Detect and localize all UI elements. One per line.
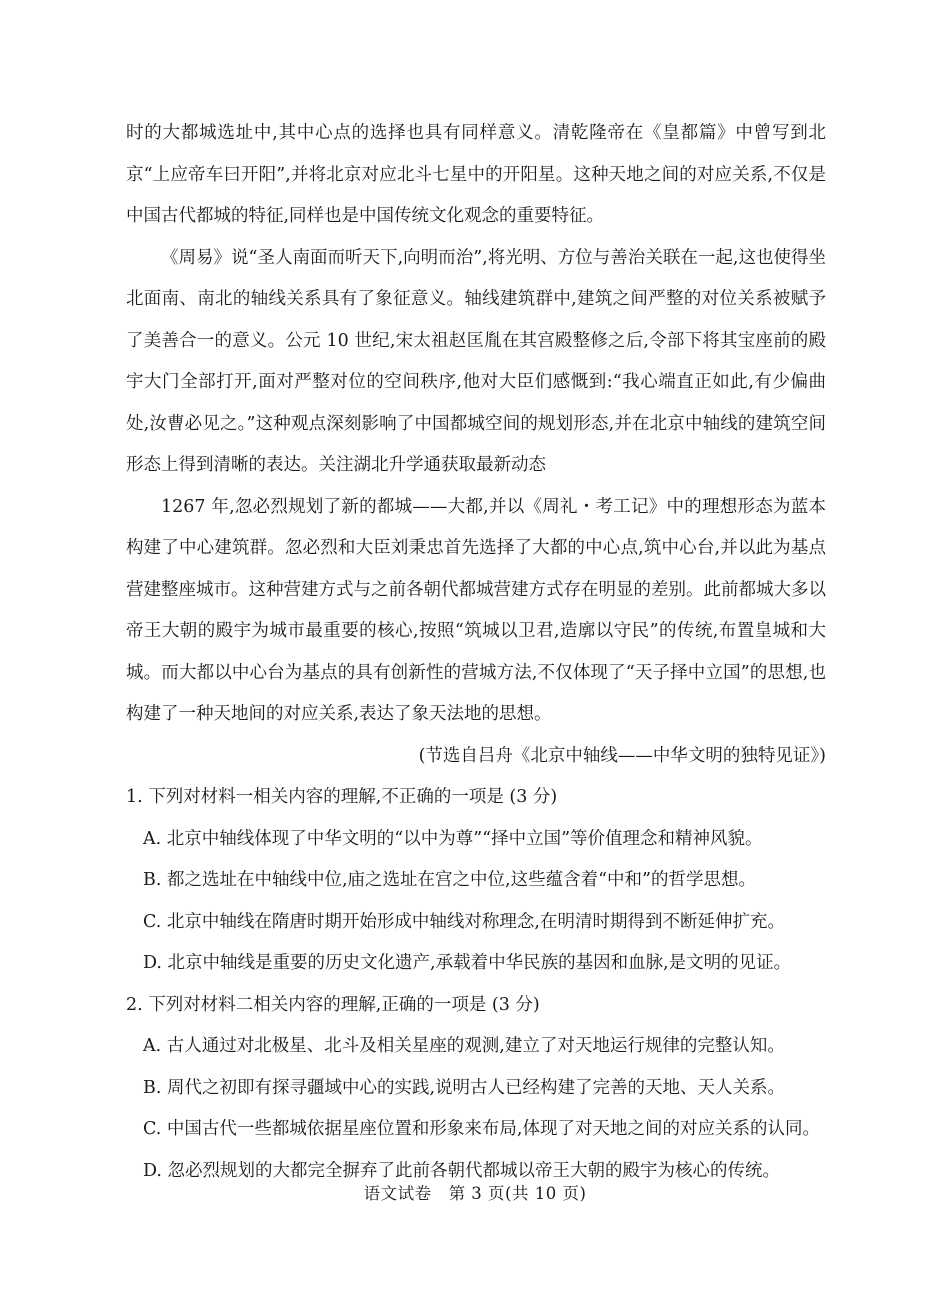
question-2 [126,985,826,1193]
passage-paragraph-2: 《周易》说“圣人南面而听天下,向明而治”,将光明、方位与善治关联在一起,这也使得坐北面南、南北的轴线关系具有了象征意义。轴线建筑群中,建筑之间严整的对位关系被赋予了美善合一的意义。公元 10 世纪,宋太祖赵匡胤在其宫殿整修之后,令部下将其宝座前的殿宇大门全部打开,面对严整对位的空间秩序,他对大臣们感慨到:“我心端直正如此,有少偏曲处,汝曹必见之。”这种观点深刻影响了中国都城空间的规划形态,并在北京中轴线的建筑空间形态上得到清晰的表达。关注湖北升学通获取最新动态 [126,247,826,475]
question-option: D. 忽必烈规划的大都完全摒弃了此前各朝代都城以帝王大朝的殿宇为核心的传统。 [143,1160,781,1181]
question-option: B. 周代之初即有探寻疆域中心的实践,说明古人已经构建了完善的天地、天人关系。 [143,1077,786,1098]
question-option: B. 都之选址在中轴线中位,庙之选址在宫之中位,这些蕴含着“中和”的哲学思想。 [143,870,757,890]
page-footer: 语文试卷 第 3 页(共 10 页) [363,1184,587,1203]
question-option: C. 中国古代一些都城依据星座位置和形象来布局,体现了对天地之间的对应关系的认同。 [143,1119,820,1139]
question-option: C. 北京中轴线在隋唐时期开始形成中轴线对称理念,在明清时期得到不断延伸扩充。 [143,911,785,932]
question-option: D. 北京中轴线是重要的历史文化遗产,承载着中华民族的基因和血脉,是文明的见证。 [143,953,792,973]
passage-paragraph-3: 1267 年,忽必烈规划了新的都城——大都,并以《周礼・考工记》中的理想形态为蓝本构建了中心建筑群。忽必烈和大臣刘秉忠首先选择了大都的中心点,筑中心台,并以此为基点营建整座城市。这种营建方式与之前各朝代都城营建方式存在明显的差别。此前都城大多以帝王大朝的殿宇为城市最重要的核心,按照“筑城以卫君,造廓以守民”的传统,布置皇城和大城。而大都以中心台为基点的具有创新性的营城方法,不仅体现了“天子择中立国”的思想,也构建了一种天地间的对应关系,表达了象天法地的思想。 [126,496,826,724]
question-stem: 2. 下列对材料二相关内容的理解,正确的一项是 (3 分) [126,994,540,1015]
question-option: A. 北京中轴线体现了中华文明的“以中为尊”“择中立国”等价值理念和精神风貌。 [143,828,763,849]
question-option: A. 古人通过对北极星、北斗及相关星座的观测,建立了对天地运行规律的完整认知。 [143,1036,785,1056]
passage-paragraph-1: 时的大都城选址中,其中心点的选择也具有同样意义。清乾隆帝在《皇都篇》中曾写到北京“上应帝车曰开阳”,并将北京对应北斗七星中的开阳星。这种天地之间的对应关系,不仅是中国古代都城的特征,同样也是中国传统文化观念的重要特征。 [126,123,826,226]
question-stem: 1. 下列对材料一相关内容的理解,不正确的一项是 (3 分) [126,787,558,807]
passage-body [126,113,826,1192]
question-1 [126,777,826,985]
passage-source: (节选自吕舟《北京中轴线——中华文明的独特见证》) [418,745,826,766]
